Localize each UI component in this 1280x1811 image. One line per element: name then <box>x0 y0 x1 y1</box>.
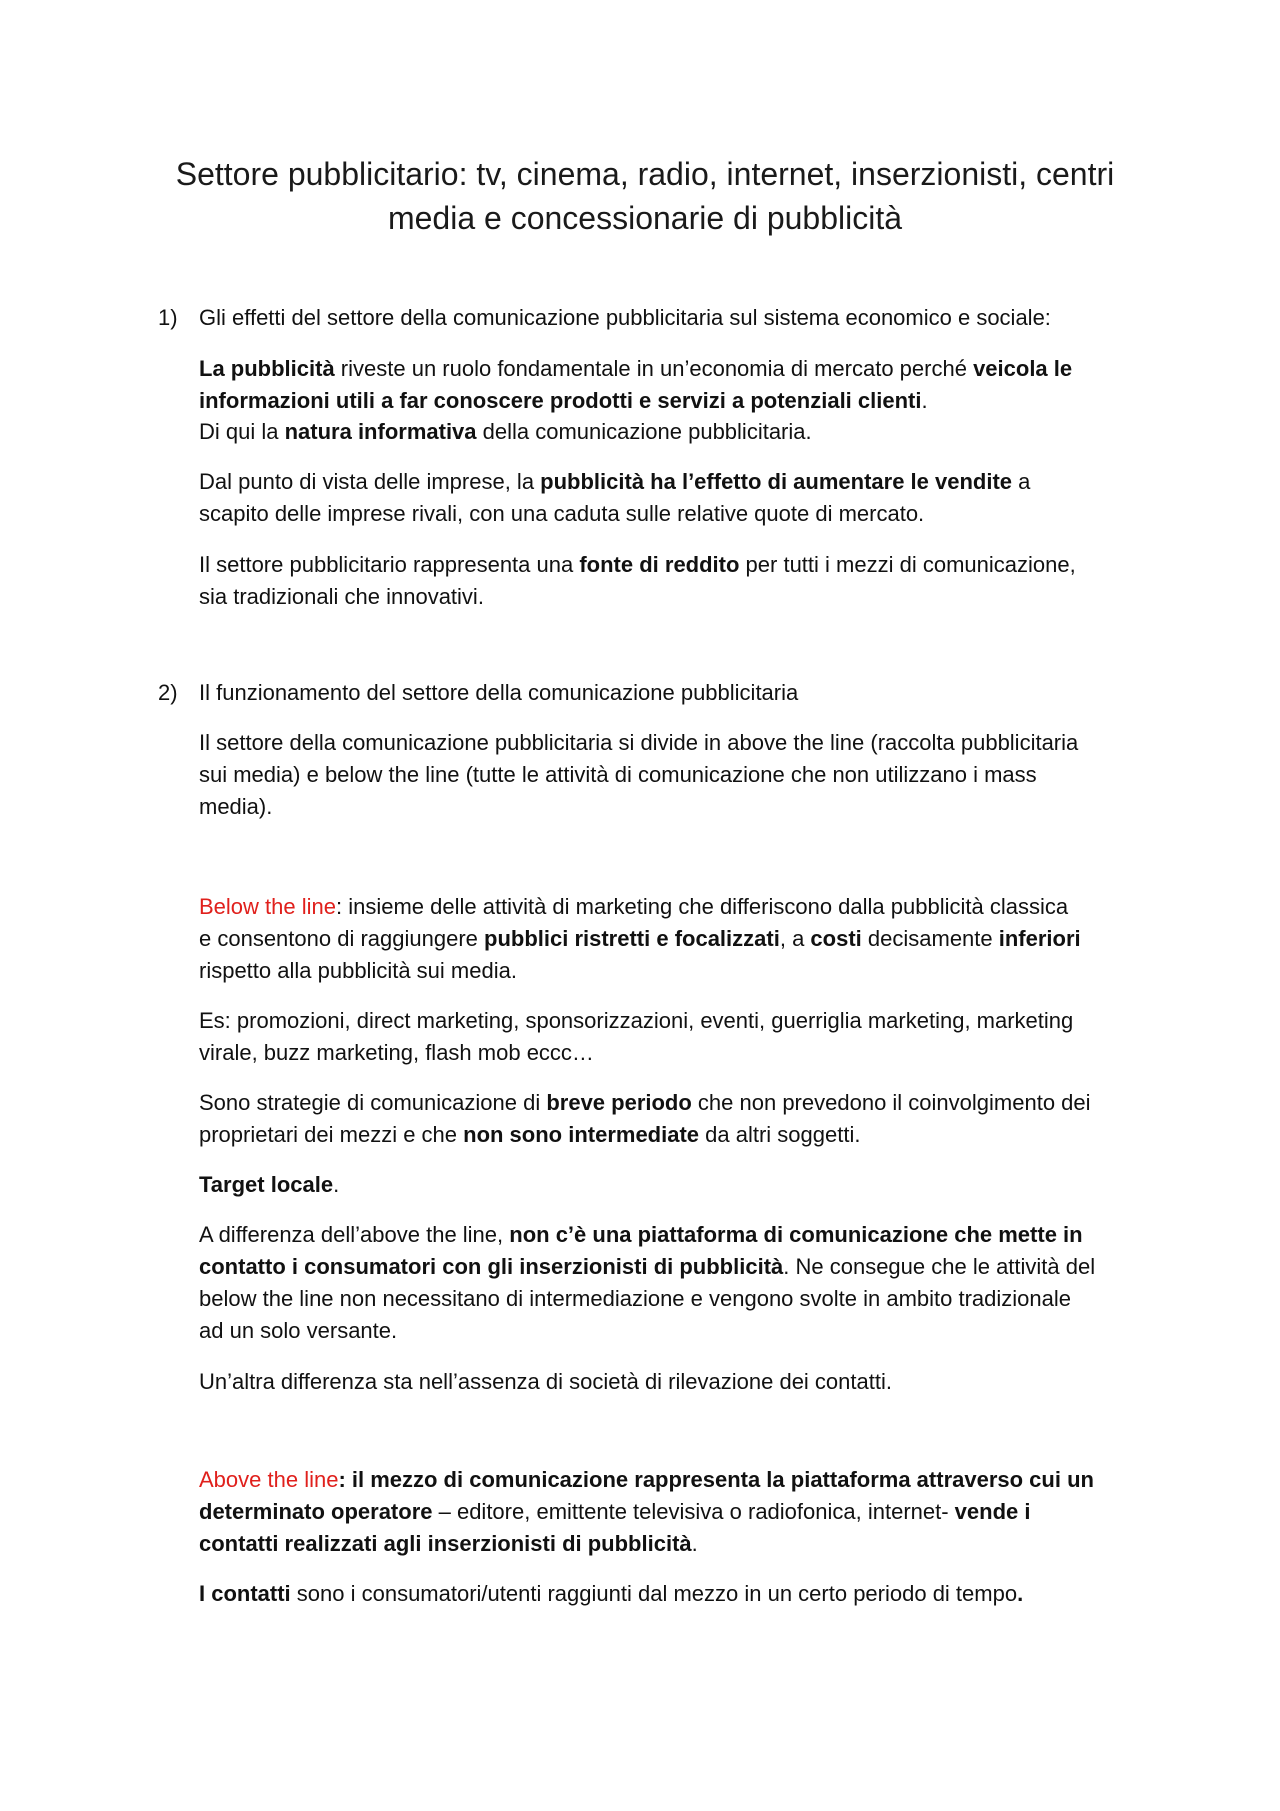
bold-text: Target locale <box>199 1172 334 1197</box>
below-line-3: rispetto alla pubblicità sui media. <box>199 958 517 983</box>
text: Dal punto di vista delle imprese, la <box>199 469 541 494</box>
bold-text: costi <box>810 926 862 951</box>
text: A differenza dell’above the line, <box>199 1222 510 1247</box>
bold-text: non sono intermediate <box>463 1122 700 1147</box>
s2-p1-line-3: media). <box>199 794 273 819</box>
text: : insieme delle attività di marketing che differiscono dalla pubblicità classica <box>335 894 1069 919</box>
document-title <box>150 152 1140 240</box>
s2-p1-line-1: Il settore della comunicazione pubblicitaria si divide in above the line (raccolta pubblicitaria <box>199 730 1079 755</box>
text: da altri soggetti. <box>699 1122 861 1147</box>
s1-p3-line-1 <box>199 549 1076 581</box>
text: . Ne consegue che le attività del <box>783 1254 1096 1279</box>
text: della comunicazione pubblicitaria. <box>476 419 812 444</box>
below-line-2 <box>199 923 1081 955</box>
bold-text: : il mezzo di comunicazione rappresenta la piattaforma attraverso cui un <box>338 1467 1094 1492</box>
s1-p1-line-3 <box>199 416 812 448</box>
bold-text: vende i <box>954 1499 1031 1524</box>
text: Sono strategie di comunicazione di <box>199 1090 547 1115</box>
contatti-line <box>199 1578 1023 1610</box>
bold-text: I contatti <box>199 1581 291 1606</box>
text: proprietari dei mezzi e che <box>199 1122 464 1147</box>
bold-text: informazioni utili a far conoscere prodotti e servizi a potenziali clienti <box>199 388 922 413</box>
bold-text: pubblici ristretti e focalizzati <box>484 926 780 951</box>
section-1-number: 1) <box>158 305 178 330</box>
es-line-1: Es: promozioni, direct marketing, sponsorizzazioni, eventi, guerriglia marketing, marketing <box>199 1008 1074 1033</box>
es-line-2: virale, buzz marketing, flash mob eccc… <box>199 1040 594 1065</box>
text: , a <box>779 926 811 951</box>
target-line <box>199 1169 339 1201</box>
bold-text: La pubblicità <box>199 356 335 381</box>
s1-p2-line-2: scapito delle imprese rivali, con una caduta sulle relative quote di mercato. <box>199 501 925 526</box>
above-the-line-label: Above the line <box>199 1467 339 1492</box>
text: . <box>921 388 928 413</box>
text: per tutti i mezzi di comunicazione, <box>739 552 1076 577</box>
s1-p1-line-2 <box>199 385 928 417</box>
bold-text: inferiori <box>998 926 1081 951</box>
bold-text: natura informativa <box>284 419 477 444</box>
bold-text: breve periodo <box>546 1090 692 1115</box>
text: riveste un ruolo fondamentale in un’economia di mercato perché <box>334 356 974 381</box>
bold-text: non c’è una piattaforma di comunicazione che mette in <box>509 1222 1083 1247</box>
below-line-1 <box>199 891 1068 923</box>
section-2-number: 2) <box>158 680 178 705</box>
s1-p1-line-1 <box>199 353 1072 385</box>
s1-p3-line-2: sia tradizionali che innovativi. <box>199 584 484 609</box>
title-line-1: Settore pubblicitario: tv, cinema, radio, internet, inserzionisti, centri <box>175 156 1115 192</box>
s2-p1-line-2: sui media) e below the line (tutte le attività di comunicazione che non utilizzano i mass <box>199 762 1037 787</box>
text: . <box>333 1172 340 1197</box>
altra-line: Un’altra differenza sta nell’assenza di società di rilevazione dei contatti. <box>199 1369 892 1394</box>
text: Il settore pubblicitario rappresenta una <box>199 552 580 577</box>
s1-p2-line-1 <box>199 466 1030 498</box>
section-2-heading: Il funzionamento del settore della comunicazione pubblicitaria <box>199 680 799 705</box>
bold-text: contatto i consumatori con gli inserzionisti di pubblicità <box>199 1254 784 1279</box>
text: sono i consumatori/utenti raggiunti dal mezzo in un certo periodo di tempo <box>290 1581 1018 1606</box>
bold-text: . <box>1017 1581 1024 1606</box>
text: – editore, emittente televisiva o radiofonica, internet- <box>432 1499 955 1524</box>
below-the-line-label: Below the line <box>199 894 336 919</box>
title-line-2: media e concessionarie di pubblicità <box>387 200 903 236</box>
differenza-line-4: ad un solo versante. <box>199 1318 398 1343</box>
section-1-heading: Gli effetti del settore della comunicazione pubblicitaria sul sistema economico e sociale: <box>199 305 1051 330</box>
differenza-line-1 <box>199 1219 1083 1251</box>
strategie-line-2 <box>199 1119 860 1151</box>
text: e consentono di raggiungere <box>199 926 484 951</box>
text: Di qui la <box>199 419 285 444</box>
text: che non prevedono il coinvolgimento dei <box>691 1090 1091 1115</box>
text: a <box>1012 469 1031 494</box>
bold-text: determinato operatore <box>199 1499 433 1524</box>
bold-text: fonte di reddito <box>579 552 740 577</box>
differenza-line-2 <box>199 1251 1095 1283</box>
bold-text: contatti realizzati agli inserzionisti di pubblicità <box>199 1531 692 1556</box>
above-line-3 <box>199 1528 698 1560</box>
above-line-2 <box>199 1496 1030 1528</box>
differenza-line-3: below the line non necessitano di intermediazione e vengono svolte in ambito tradizionale <box>199 1286 1071 1311</box>
bold-text: veicola le <box>973 356 1073 381</box>
above-line-1 <box>199 1464 1094 1496</box>
text: . <box>691 1531 698 1556</box>
bold-text: pubblicità ha l’effetto di aumentare le vendite <box>540 469 1013 494</box>
strategie-line-1 <box>199 1087 1091 1119</box>
text: decisamente <box>861 926 999 951</box>
